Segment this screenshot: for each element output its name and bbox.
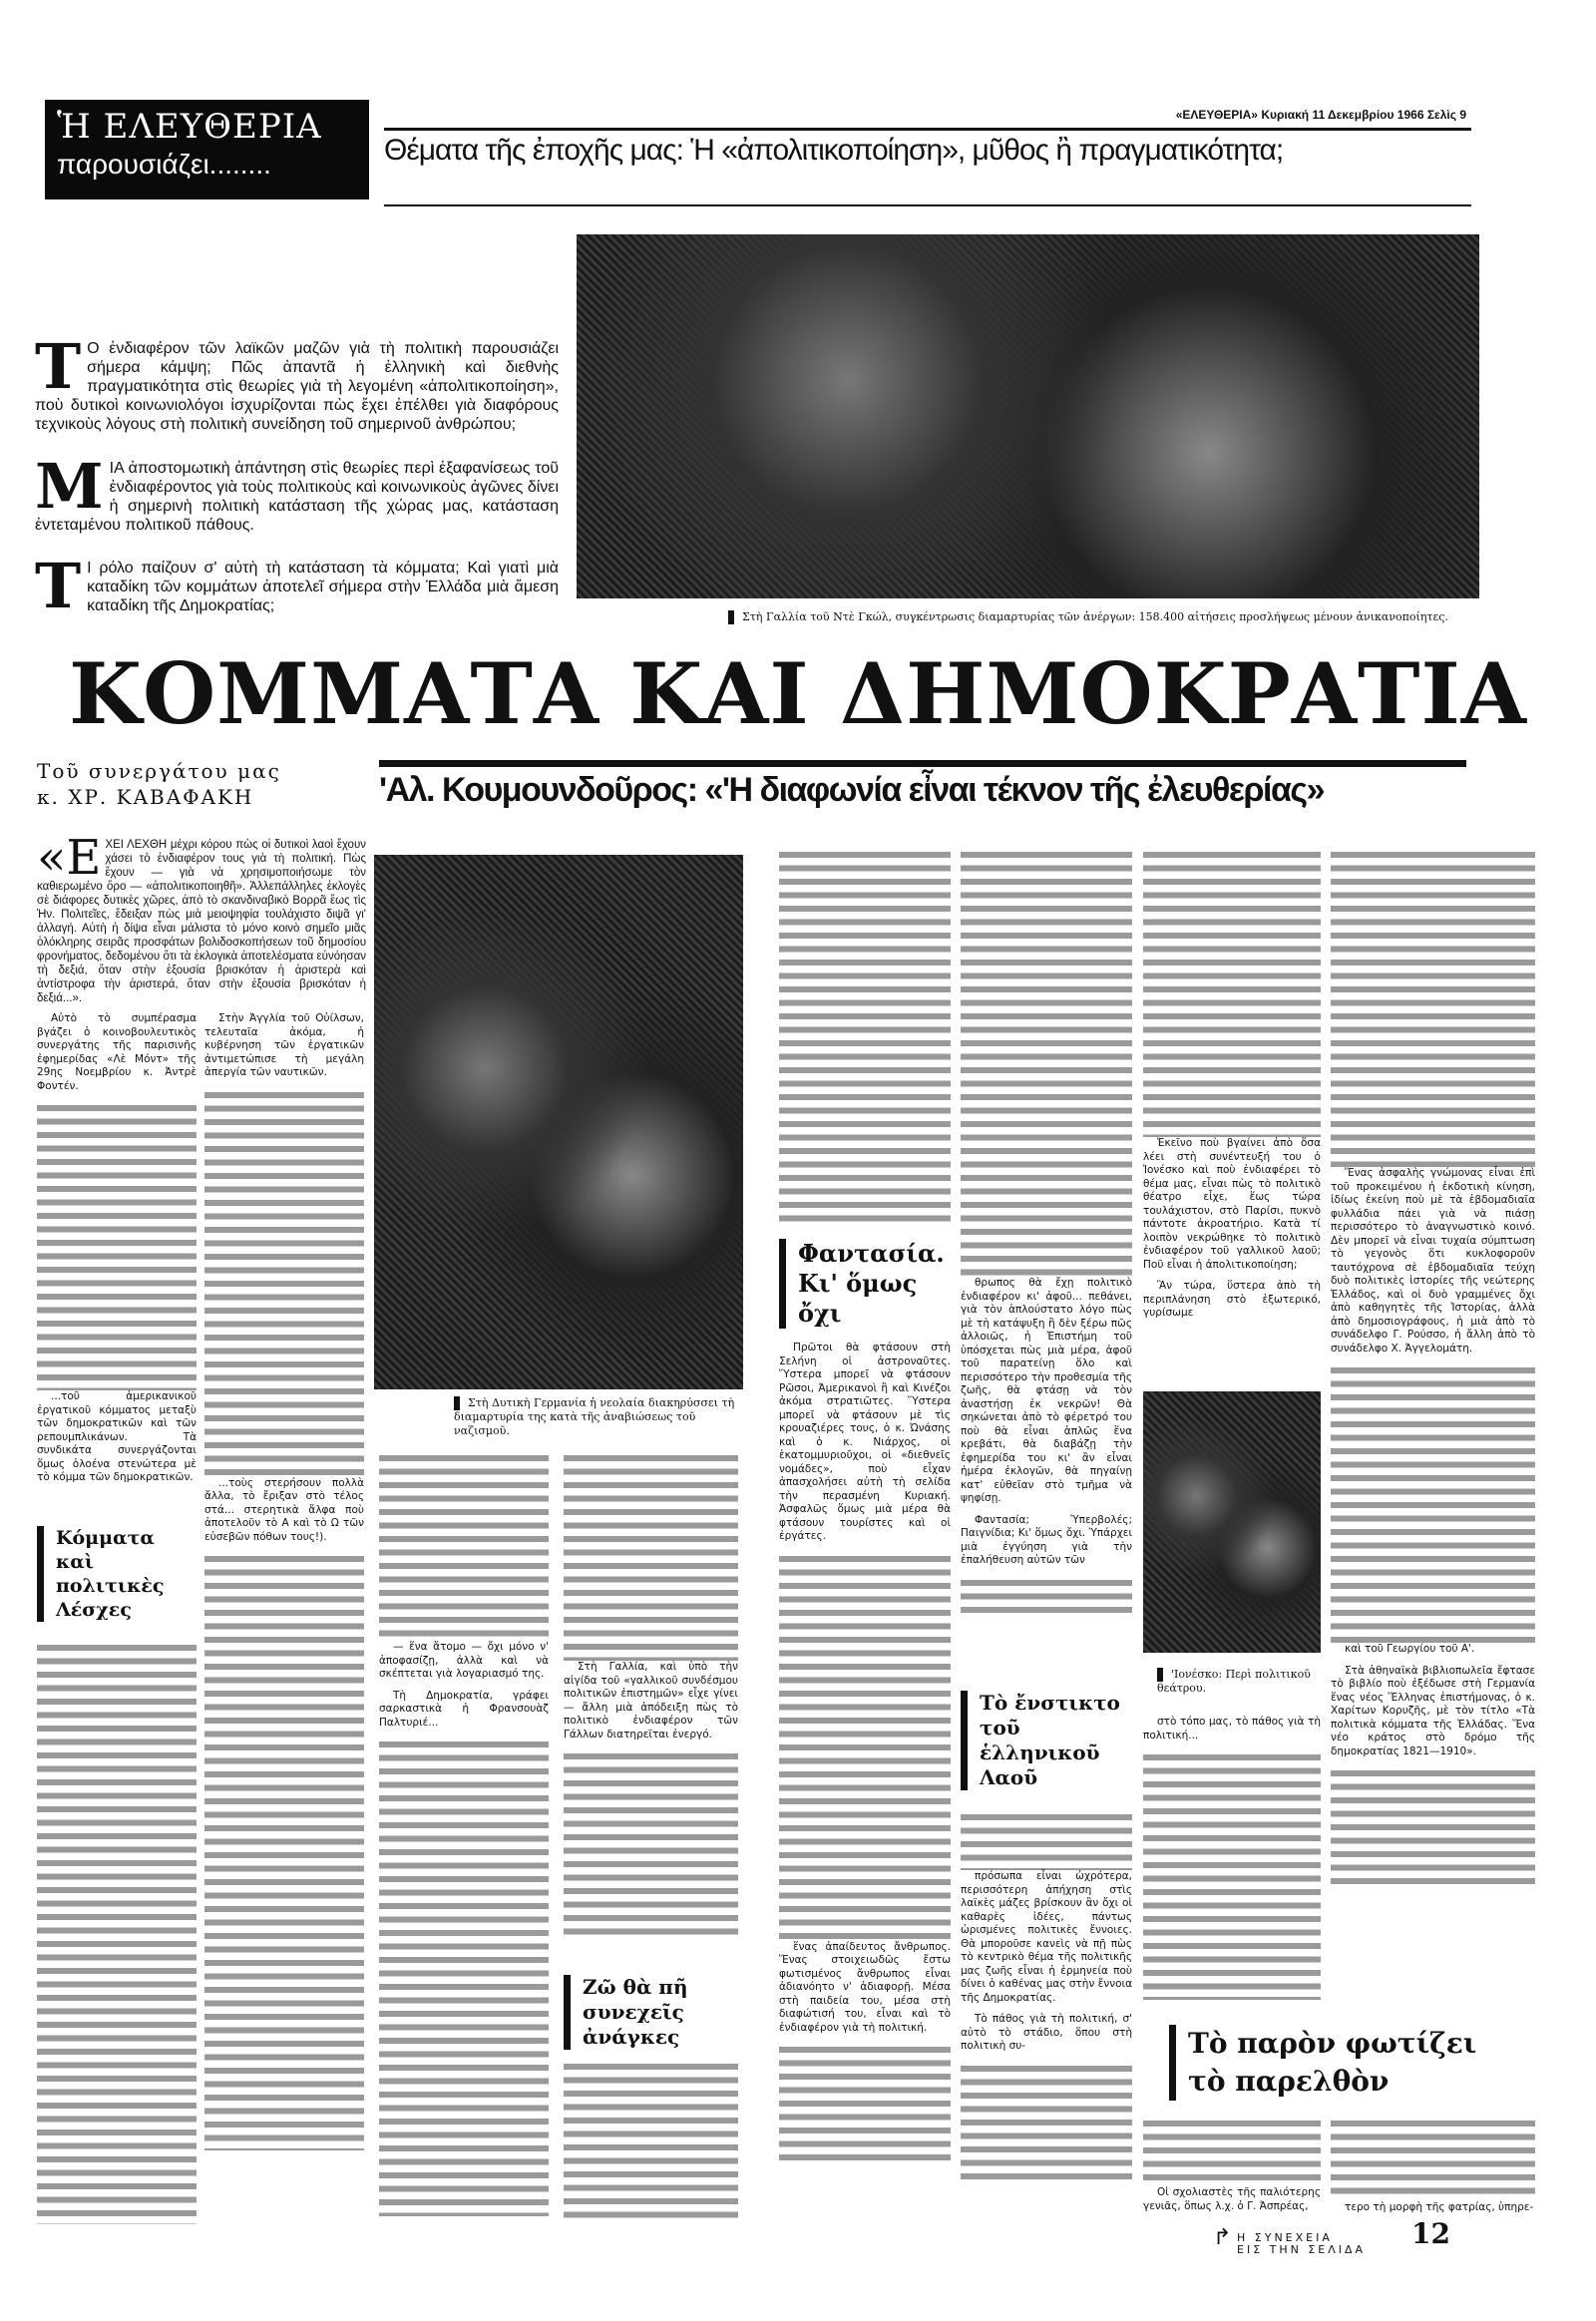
subheading: Τὸ ἔνστικτο τοῦ ἑλληνικοῦ Λαοῦ — [961, 1691, 1132, 1790]
subheading: Φαντασία. Κι' ὅμως ὄχι — [779, 1239, 951, 1329]
article-column: τερο τὴ μορφὴ τῆς φατρίας, ὑπηρε- — [1331, 2117, 1535, 2224]
article-column: Πρῶτοι θὰ φτάσουν στὴ Σελήνη οἱ ἀστροναῦτες. Ὕστερα μπορεῖ νὰ φτάσουν Ρῶσοι, Ἀμερικανοὶ ἢ καὶ Κινέζοι ἀκόμα στρατιῶτες. Ὕστερα μπορεῖ νὰ φτάσουν μὲ τὶς κρουαζιέρες τους, ὁ κ. Ὠνάσης καὶ ὁ κ. Νιάρχος, οἱ ἑκατομμυριοῦχοι, οἱ «διεθνεῖς νομάδες», ποὺ εἶχαν ἀπασχολήσει αὐτὴ τὴ σελίδα τὴν περασμένη Κυριακή. Ἀσφαλῶς ὅμως μιὰ μέρα θὰ φτάσουν τουρίστες καὶ οἱ ἐργάτες. ἕνας ἀπαίδευτος ἄνθρωπος. Ἕνας στοιχειωδῶς ἔστω φωτισμένος ἄνθρωπος εἶναι ἀδιανόητο ν' ἀδιαφορῇ. Μέσα στὴ παιδεία του, μέσα στὴ διαφώτισή του, εἶναι καὶ τὸ ἐνδιαφέρον γιὰ τὴ πολιτική. — [779, 1342, 951, 2224]
article-column: Ἐκεῖνο ποὺ βγαίνει ἀπὸ ὅσα λέει στὴ συνέντευξή του ὁ Ἰονέσκο καὶ ποὺ ἐνδιαφέρει τὸ θέμα μας, εἶναι πὼς τὸ πολιτικὸ θέατρο εἶχε, ἕως τώρα τουλάχιστον, στὸ Παρίσι, πυκνὸ πάντοτε ἀκροατήριο. Κατὰ τί λοιπὸν νεκρώθηκε τὸ πολιτικὸ ἐνδιαφέρον τοῦ γαλλικοῦ λαοῦ; Ποῦ εἶναι ἡ ἀπολιτικοποίηση; Ἂν τώρα, ὕστερα ἀπὸ τὴ περιπλάνηση στὸ ἐξωτερικό, γυρίσωμε — [1143, 848, 1321, 1386]
masthead-title: Ἡ ΕΛΕΥΘΕΡΙΑ — [57, 107, 322, 147]
sub-headline: 'Αλ. Κουμουνδοῦρος: «'Η διαφωνία εἶναι τέκνον τῆς ἐλευθερίας» — [379, 771, 1324, 809]
corner-arrow-icon: ↱ — [1213, 2225, 1232, 2250]
photo-protest-germany — [374, 855, 743, 1389]
photo-protest-france — [577, 234, 1479, 598]
photo-caption: Στὴ Δυτικὴ Γερμανία ἡ νεολαία διακηρύσσει τὴ διαμαρτυρία της κατὰ τῆς ἀναβιώσεως τοῦ ναζισμοῦ. — [454, 1396, 735, 1437]
intro-paragraph: ΜΙΑ ἀποστομωτικὴ ἀπάντηση στὶς θεωρίες περὶ ἐξαφανίσεως τοῦ ἐνδιαφέροντος γιὰ τοὺς πολιτικοὺς καὶ κοινωνικοὺς ἀγῶνες δίνει ἡ σημερινὴ πολιτικὴ κατάσταση τῆς χώρας μας, κατάσταση ἐντεταμένου πολιτικοῦ πάθους. — [35, 450, 559, 534]
article-column: Στὴν Ἀγγλία τοῦ Οὐίλσων, τελευταῖα ἀκόμα, ἡ κυβέρνηση τῶν ἐργατικῶν ἀντιμετώπισε τὴ μεγάλη ἀπεργία τῶν ναυτικῶν. ...τοὺς στερήσουν πολλὰ ἄλλα, τὸ ἔριξαν στὸ τέλος στά... στερητικὰ ἄλφα ποὺ ἀποτελοῦν τὸ Α καὶ τὸ Ω τῶν εὐσεβῶν πόθων τους!). — [204, 1012, 364, 2224]
subheading: Κόμματα καὶ πολιτικὲς Λέσχες — [37, 1526, 197, 1622]
article-column — [37, 1641, 197, 2224]
divider — [379, 760, 1466, 767]
section-title: Θέματα τῆς ἐποχῆς μας: Ἡ «ἀπολιτικοποίηση», μῦθος ἢ πραγματικότητα; — [384, 134, 1284, 167]
main-headline: ΚΟΜΜΑΤΑ ΚΑΙ ΔΗΜΟΚΡΑΤΙΑ — [69, 644, 1527, 743]
article-column: Στὴ Γαλλία, καὶ ὑπὸ τὴν αἰγίδα τοῦ «γαλλικοῦ συνδέσμου πολιτικῶν ἐπιστημῶν» εἶχε γίνει — ἄλλη μιὰ ἀπόδειξη πὼς τὸ πολιτικὸ ἐνδιαφέρον τῶν Γάλλων διατηρεῖται ἐνεργό. — [564, 1451, 738, 1965]
intro-paragraph: Τ Ι ρόλο παίζουν σ' αὐτὴ τὴ κατάσταση τὰ κόμματα; Καὶ γιατὶ μιὰ καταδίκη τῶν κομμάτων ἀποτελεῖ σήμερα στὴν Ἑλλάδα μιὰ ἄμεση καταδίκη τῆς Δημοκρατίας; — [35, 550, 559, 622]
subheading: Τὸ παρὸν φωτίζει τὸ παρελθὸν — [1169, 2025, 1498, 2101]
article-column — [779, 848, 951, 1227]
photo-ionesco — [1143, 1391, 1321, 1653]
divider — [384, 128, 1471, 131]
article-column: Ἕνας ἀσφαλὴς γνώμονας εἶναι ἐπὶ τοῦ προκειμένου ἡ ἐκδοτικὴ κίνηση, ἰδίως ἐκείνη ποὺ μὲ τὰ ἑβδομαδιαῖα φυλλάδια πάει γιὰ νὰ πιάσῃ περισσότερο τὸ ἀναγνωστικὸ κοινό. Δὲν μπορεῖ νὰ εἶναι τυχαία σύμπτωση τὸ γεγονὸς ὅτι κυκλοφοροῦν ταυτόχρονα σὲ ἑβδομαδιαῖα τεύχη δυὸ πολιτικὲς ἱστορίες τῆς νεώτερης Ἑλλάδος, καὶ οἱ δυὸ γραμμένες ὄχι ἀπὸ καθηγητὲς τῆς Ἱστορίας, ἀλλὰ ἀπὸ δημοσιογράφους, ἡ μιὰ ἀπὸ τὸ συνάδελφο Γ. Ρούσσο, ἡ ἄλλη ἀπὸ τὸ συνάδελφο Χ. Ἀγγελομάτη. καὶ τοῦ Γεωργίου τοῦ Α'. Στὰ ἀθηναϊκὰ βιβλιοπωλεῖα ἔφτασε τὸ βιβλίο ποὺ ἐξέδωσε στὴ Γερμανία ἕνας νέος Ἕλληνας ἐπιστήμονας, ὁ κ. Χαρίτων Κορυζῆς, μὲ τὸν τίτλο «Τὰ πολιτικὰ κόμματα τῆς Ἑλλάδας. Ἕνα νέο κράτος στὸ δρόμο τῆς δημοκρατίας 1821—1910». — [1331, 848, 1535, 2015]
byline: Τοῦ συνεργάτου μας κ. ΧΡ. ΚΑΒΑΦΑΚΗ — [37, 759, 281, 809]
article-column: Αὐτὸ τὸ συμπέρασμα βγάζει ὁ κοινοβουλευτικὸς συνεργάτης τῆς παρισινῆς ἐφημερίδας «Λὲ Μόντ» τῆς 29ης Νοεμβρίου κ. Ἀντρὲ Φοντέν. ...τοῦ ἀμερικανικοῦ ἐργατικοῦ κόμματος μεταξὺ τῶν δημοκρατικῶν καὶ τῶν ρεπουμπλικάνων. Τὰ συνδικάτα συνεργάζονται ὅμως ὁλοένα στενώτερα μὲ τὸ κόμμα τῶν δημοκρατικῶν. — [37, 1012, 197, 1483]
photo-caption: Στὴ Γαλλία τοῦ Ντὲ Γκώλ, συγκέντρωσις διαμαρτυρίας τῶν ἀνέργων: 158.400 αἰτήσεις προσλήψεως μένουν ἀνικανοποίητες. — [728, 610, 1576, 624]
masthead-subtitle: παρουσιάζει........ — [57, 149, 271, 180]
article-column: θρωπος θὰ ἔχῃ πολιτικὸ ἐνδιαφέρον κι' ἀφοῦ... πεθάνει, γιὰ τὸν ἁπλούστατο λόγο πὼς μὲ τὴ κατάψυξη ἢ δὲν ξέρω πῶς ἀλλοιῶς, ἡ Ἐπιστήμη τοῦ ὑπόσχεται πὼς μιὰ μέρα, ἀφοῦ τοῦ παρατείνῃ ὅλο καὶ περισσότερο τὴν προθεσμία τῆς ζωῆς, θὰ φτάσῃ νὰ τὸν ἀναστήσῃ ἐκ νεκρῶν! Θὰ σηκώνεται ἀπὸ τὸ φέρετρό του ποὺ θὰ εἶναι ἁπλῶς ἕνα κρεβάτι, θὰ διαβάζῃ τὴν ἐφημερίδα του κι' ἂν εἶναι ἡμέρα ἐκλογῶν, θὰ πηγαίνῃ κατ' εὐθεῖαν στὸ τμῆμα νὰ ψηφίσῃ. Φαντασία; Ὑπερβολές; Παιγνίδια; Κι' ὅμως ὄχι. Ὑπάρχει μιὰ ἐγγύηση γιὰ τὴν ἐπαλήθευση αὐτῶν τῶν — [961, 848, 1132, 1681]
lead-paragraph: «ΕΧΕΙ ΛΕΧΘΗ μέχρι κόρου πὼς οἱ δυτικοὶ λαοὶ ἔχουν χάσει τὸ ἐνδιαφέρον τους γιὰ τὴ πολιτική. Πὼς ἔχουν — γιὰ νὰ χρησιμοποιήσωμε τὸν καθιερωμένο ὅρο — «ἀπολιτικοποιηθῆ». Ἀλλεπάλληλες ἐκλογὲς σὲ διάφορες δυτικὲς χῶρες, ἀπὸ τὸ σκανδιναβικὸ Βορρᾶ ἕως τὶς Ἡν. Πολιτεῖες, ἔδειξαν πὼς μιὰ μειοψηφία τουλάχιστο διψᾶ γι' ἀλλαγή. Αὐτὴ ἡ δίψα εἶναι μάλιστα τὸ μόνο κοινὸ σημεῖο μιᾶς ὁλόκληρης σειρᾶς προσφάτων βολιδοσκοπήσεων τοῦ δημοσίου φρονήματος, δεδομένου ὅτι τὰ ἐκλογικὰ ἀποτελέσματα εὐνόησαν τὴ δεξιά, ὅταν στὴν ἐξουσία βρισκόταν ἡ ἀριστερὰ καὶ ἀντίστροφα τὴν ἀριστερά, ὅταν στὴν ἐξουσία βρισκόταν ἡ δεξιά...». — [37, 830, 366, 1004]
divider — [384, 204, 1471, 206]
subheading: Ζῶ θὰ πῆ συνεχεῖς ἀνάγκες — [564, 1975, 738, 2050]
dateline: «ΕΛΕΥΘΕΡΙΑ» Κυριακή 11 Δεκεμβρίου 1966 Σελὶς 9 — [1175, 108, 1466, 122]
intro-paragraph: Τ Ο ἐνδιαφέρον τῶν λαϊκῶν μαζῶν γιὰ τὴ πολιτικὴ παρουσιάζει σήμερα κάμψη; Πῶς ἀπαντᾶ ἡ ἑλληνικὴ καὶ διεθνὴς πραγματικότητα στὶς θεωρίες γιὰ τὴ λεγομένη «ἀπολιτικοποίηση», ποὺ δυτικοὶ κοινωνιολόγοι ἰσχυρίζονται πὼς ἔχει ἐπέλθει γιὰ διαφόρους τεχνικοὺς λόγους στὴ πολιτικὴ συνείδηση τοῦ σημερινοῦ ἀνθρώπου; — [35, 330, 559, 433]
article-column: Οἱ σχολιαστὲς τῆς παλιότερης γενιᾶς, ὅπως λ.χ. ὁ Γ. Ἀσπρέας, — [1143, 2117, 1321, 2224]
article-column: στὸ τόπο μας, τὸ πάθος γιὰ τὴ πολιτική... — [1143, 1716, 1321, 2010]
article-column: — ἕνα ἄτομο — ὄχι μόνο ν' ἀποφασίζῃ, ἀλλὰ καὶ νὰ σκέπτεται γιὰ λογαριασμό της. Τὴ Δημοκρατία, γράφει σαρκαστικὰ ἡ Φρανσουὰζ Παλτυριέ... — [379, 1451, 549, 2224]
continued-on-page: ↱ Η ΣΥΝΕΧΕΙΑ ΕΙΣ ΤΗΝ ΣΕΛΙΔΑ 12 — [1213, 2217, 1450, 2256]
article-column: πρόσωπα εἶναι ὠχρότερα, περισσότερη ἀπήχηση στὶς λαϊκὲς μάζες βρίσκουν ἂν ὄχι οἱ καθαρὲς ἰδέες, πάντως ὡρισμένες πολιτικὲς ἔννοιες. Θὰ μποροῦσε κανεὶς νὰ πῇ πὼς τὸ κεντρικὸ θέμα τῆς πολιτικῆς μας ζωῆς εἶναι ἡ ἑρμηνεία ποὺ δίνει ὁ καθένας μας στὴν ἔννοια τῆς Δημοκρατίας. Τὸ πάθος γιὰ τὴ πολιτική, σ' αὐτὸ τὸ στάδιο, ὅπου στὴ πολιτικὴ συ- — [961, 1810, 1132, 2224]
section-masthead — [45, 100, 369, 199]
article-column — [564, 2060, 738, 2224]
photo-caption: 'Ιονέσκο: Περὶ πολιτικοῦ θεάτρου. — [1157, 1668, 1311, 1695]
